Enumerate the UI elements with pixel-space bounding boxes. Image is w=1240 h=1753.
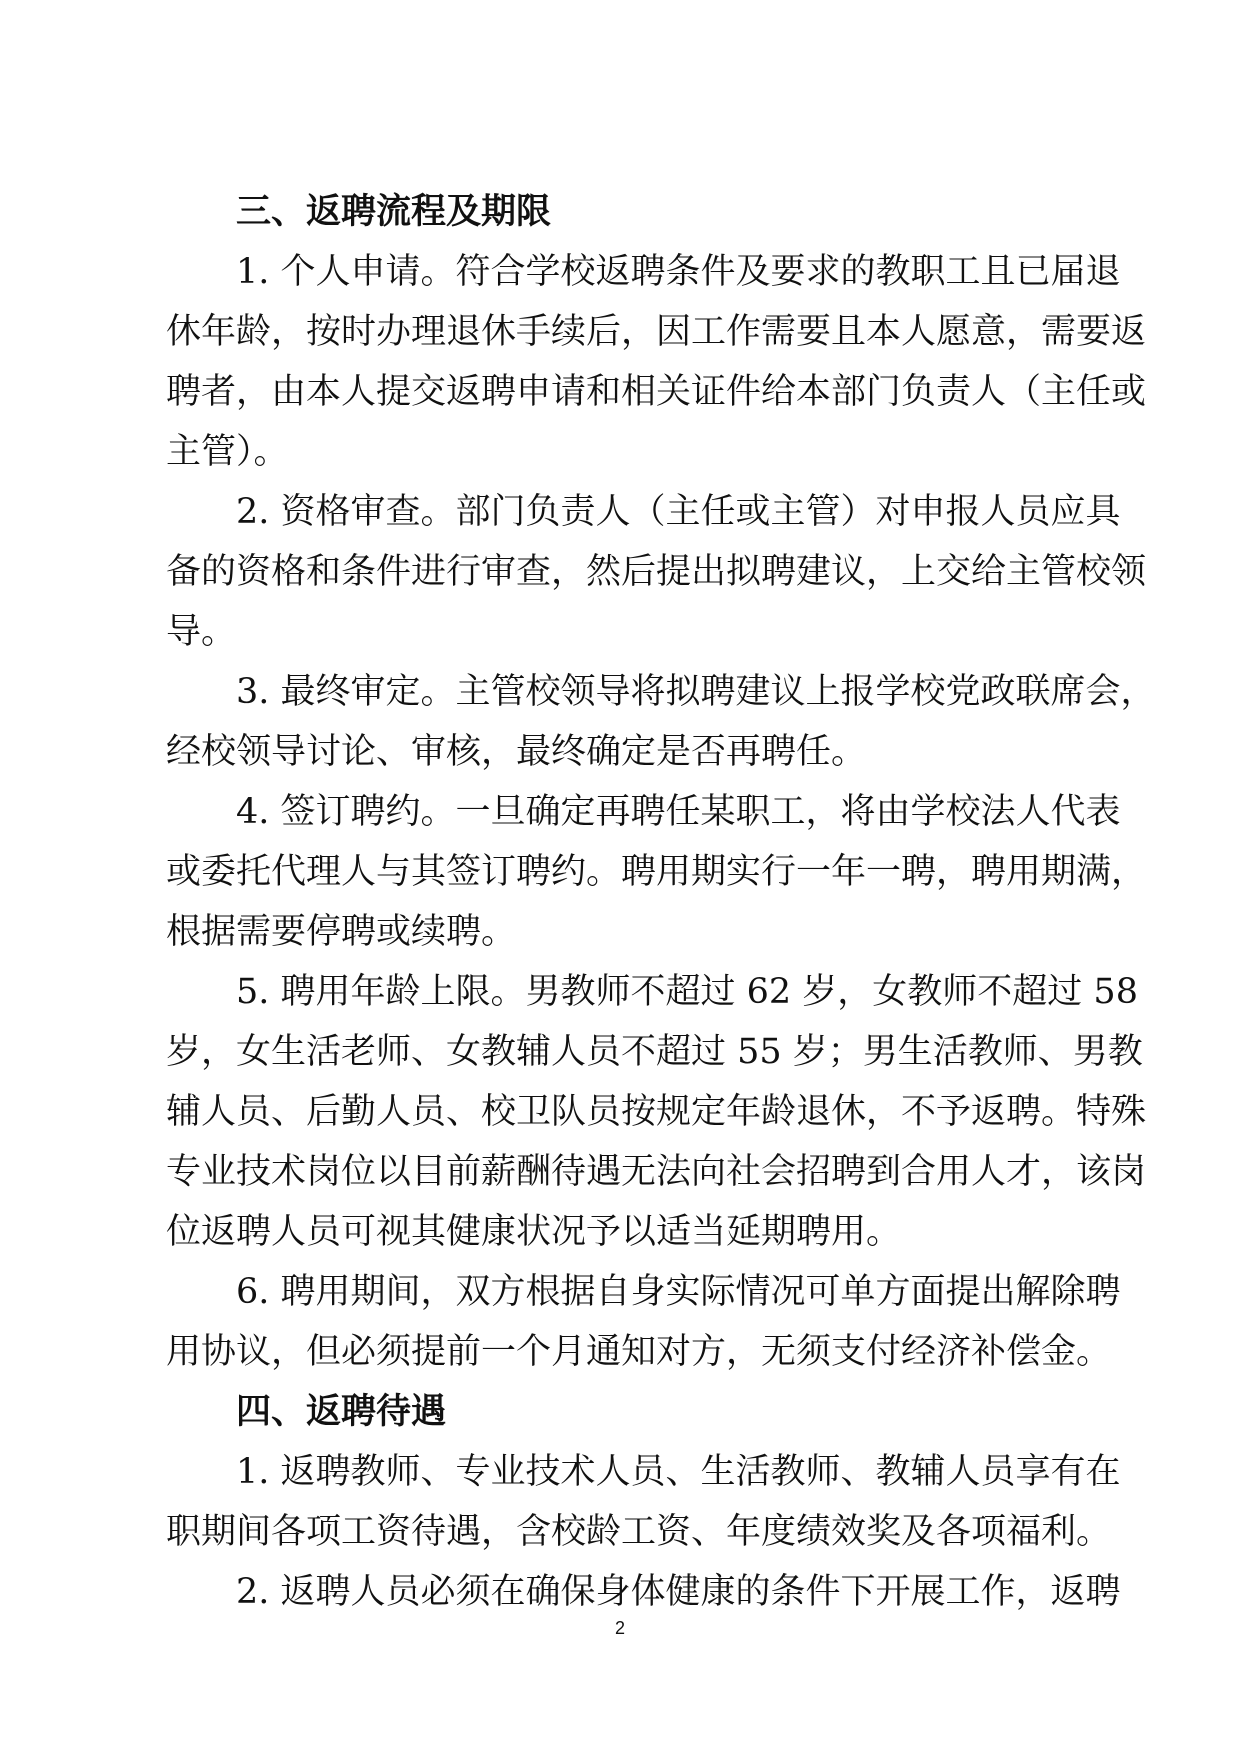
paragraph-line: 经校领导讨论、审核，最终确定是否再聘任。 — [166, 732, 867, 772]
paragraph-line: 休年龄，按时办理退休手续后，因工作需要且本人愿意，需要返 — [166, 312, 1147, 352]
paragraph-line: 备的资格和条件进行审查，然后提出拟聘建议，上交给主管校领 — [166, 552, 1147, 592]
paragraph-line: 2. 返聘人员必须在确保身体健康的条件下开展工作，返聘 — [236, 1572, 1121, 1612]
paragraph-line: 根据需要停聘或续聘。 — [166, 912, 517, 952]
page-number: 2 — [614, 1618, 625, 1638]
paragraph-line: 6. 聘用期间，双方根据自身实际情况可单方面提出解除聘 — [236, 1272, 1121, 1312]
section-4-heading: 四、返聘待遇 — [236, 1392, 447, 1432]
paragraph-line: 岁，女生活老师、女教辅人员不超过 55 岁；男生活教师、男教 — [166, 1032, 1143, 1072]
paragraph-line: 位返聘人员可视其健康状况予以适当延期聘用。 — [166, 1212, 902, 1252]
paragraph-line: 4. 签订聘约。一旦确定再聘任某职工，将由学校法人代表 — [236, 792, 1121, 832]
paragraph-line: 职期间各项工资待遇，含校龄工资、年度绩效奖及各项福利。 — [166, 1512, 1112, 1552]
paragraph-line: 导。 — [166, 612, 237, 652]
paragraph-line: 或委托代理人与其签订聘约。聘用期实行一年一聘，聘用期满， — [166, 852, 1147, 892]
paragraph-line: 聘者，由本人提交返聘申请和相关证件给本部门负责人（主任或 — [166, 372, 1147, 412]
paragraph-line: 2. 资格审查。部门负责人（主任或主管）对申报人员应具 — [236, 492, 1121, 532]
paragraph-line: 用协议，但必须提前一个月通知对方，无须支付经济补偿金。 — [166, 1332, 1112, 1372]
paragraph-line: 3. 最终审定。主管校领导将拟聘建议上报学校党政联席会， — [236, 672, 1156, 712]
paragraph-line: 专业技术岗位以目前薪酬待遇无法向社会招聘到合用人才，该岗 — [166, 1152, 1147, 1192]
paragraph-line: 1. 个人申请。符合学校返聘条件及要求的教职工且已届退 — [236, 252, 1121, 292]
paragraph-line: 1. 返聘教师、专业技术人员、生活教师、教辅人员享有在 — [236, 1452, 1121, 1492]
paragraph-line: 主管）。 — [166, 432, 289, 472]
paragraph-line: 5. 聘用年龄上限。男教师不超过 62 岁，女教师不超过 58 — [236, 972, 1138, 1012]
document-body — [166, 182, 1156, 1622]
section-3-heading: 三、返聘流程及期限 — [236, 192, 552, 232]
paragraph-line: 辅人员、后勤人员、校卫队员按规定年龄退休，不予返聘。特殊 — [166, 1092, 1147, 1132]
